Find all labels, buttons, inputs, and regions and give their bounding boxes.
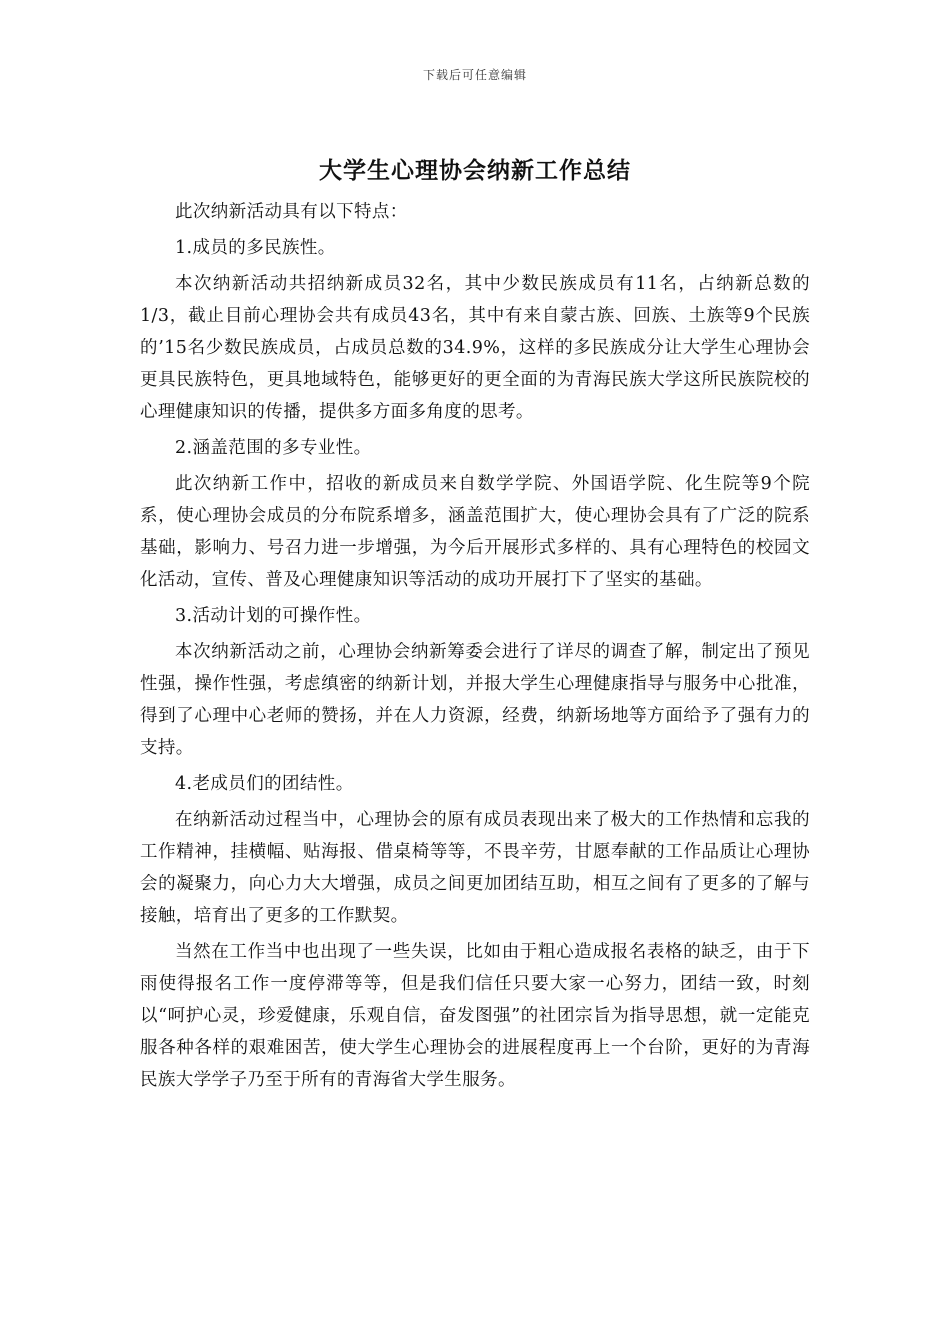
section-heading-4: 4.老成员们的团结性。: [175, 774, 354, 794]
section-heading-1: 1.成员的多民族性。: [175, 238, 336, 258]
section-paragraph-1: 本次纳新活动共招纳新成员32名，其中少数民族成员有11名，占纳新总数的1/3，截止目前心理协会共有成员43名，其中有来自蒙古族、回族、土族等9个民族的’15名少数民族成员，占成员总数的34.9%，这样的多民族成分让大学生心理协会更具民族特色，更具地域特色，能够更好的更全面的为青海民族大学这所民族院校的心理健康知识的传播，提供多方面多角度的思考。: [140, 274, 810, 422]
document-title: 大学生心理协会纳新工作总结: [319, 158, 631, 184]
section-heading-3: 3.活动计划的可操作性。: [175, 606, 372, 626]
section-paragraph-3: 本次纳新活动之前，心理协会纳新筹委会进行了详尽的调查了解，制定出了预见性强，操作性强，考虑缜密的纳新计划，并报大学生心理健康指导与服务中心批准，得到了心理中心老师的赞扬，并在人力资源，经费，纳新场地等方面给予了强有力的支持。: [140, 642, 810, 758]
section-paragraph-4: 在纳新活动过程当中，心理协会的原有成员表现出来了极大的工作热情和忘我的工作精神，挂横幅、贴海报、借桌椅等等，不畏辛劳，甘愿奉献的工作品质让心理协会的凝聚力，向心力大大增强，成员之间更加团结互助，相互之间有了更多的了解与接触，培育出了更多的工作默契。: [140, 810, 810, 926]
intro-paragraph: 此次纳新活动具有以下特点：: [175, 202, 408, 222]
document-body: [140, 196, 810, 1100]
closing-paragraph: 当然在工作当中也出现了一些失误，比如由于粗心造成报名表格的缺乏，由于下雨使得报名工作一度停滞等等，但是我们信任只要大家一心努力，团结一致，时刻以“呵护心灵，珍爱健康，乐观自信，奋发图强”的社团宗旨为指导思想，就一定能克服各种各样的艰难困苦，使大学生心理协会的进展程度再上一个台阶，更好的为青海民族大学学子乃至于所有的青海省大学生服务。: [140, 942, 810, 1090]
section-paragraph-2: 此次纳新工作中，招收的新成员来自数学学院、外国语学院、化生院等9个院系，使心理协会成员的分布院系增多，涵盖范围扩大，使心理协会具有了广泛的院系基础，影响力、号召力进一步增强，为今后开展形式多样的、具有心理特色的校园文化活动，宣传、普及心理健康知识等活动的成功开展打下了坚实的基础。: [140, 474, 810, 590]
section-heading-2: 2.涵盖范围的多专业性。: [175, 438, 372, 458]
page-header-note: 下载后可任意编辑: [422, 68, 527, 82]
